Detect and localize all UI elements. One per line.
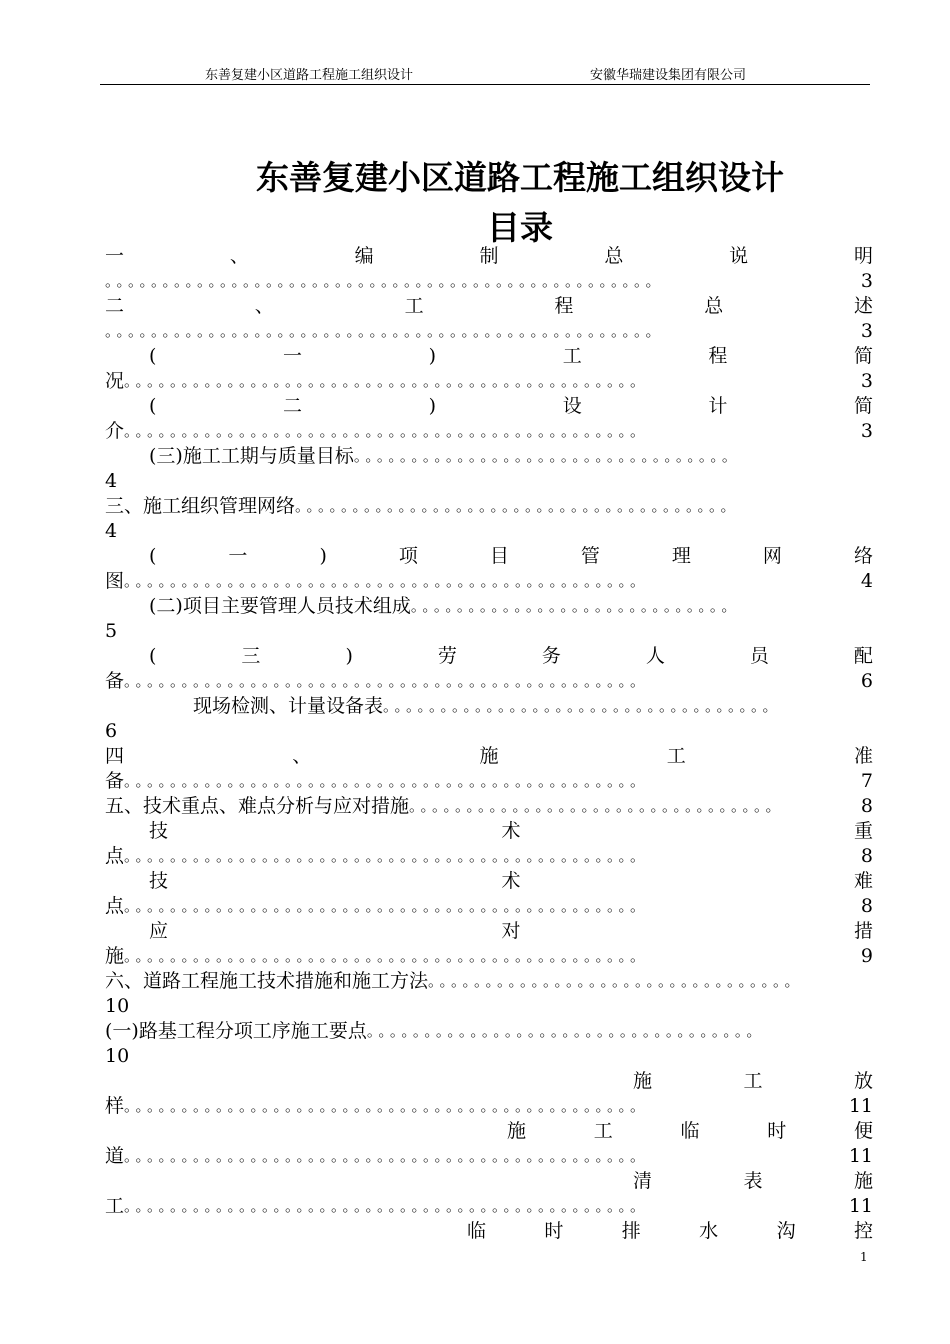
toc-entry bbox=[105, 544, 873, 594]
toc-dot-leader: 。。。。。。。。。。。。。。。。。。。。。。。。。。。。。。。。。。。。。。。。。。。。。。。。 bbox=[105, 322, 665, 340]
toc-leader-line bbox=[105, 1094, 873, 1119]
document-title: 东善复建小区道路工程施工组织设计 bbox=[256, 158, 784, 197]
toc-title-char: 一 bbox=[105, 245, 125, 267]
toc-title-tail: 样 bbox=[105, 1095, 125, 1117]
toc-page-number: 4 bbox=[105, 470, 118, 492]
toc-page-number: 7 bbox=[860, 770, 873, 792]
toc-title-char: ( bbox=[149, 395, 157, 417]
toc-title-char: 水 bbox=[699, 1220, 719, 1242]
toc-page-number: 6 bbox=[860, 670, 873, 692]
toc-title-char: ) bbox=[428, 395, 437, 417]
toc-title-text: (三)施工工期与质量目标 bbox=[149, 445, 354, 467]
toc-page-number: 4 bbox=[860, 570, 873, 592]
toc-entry-title bbox=[105, 344, 873, 369]
toc-title-char: 施 bbox=[479, 745, 499, 767]
toc-entry-title bbox=[105, 694, 873, 719]
toc-title-tail: 道 bbox=[105, 1145, 125, 1167]
toc-page-number: 3 bbox=[860, 320, 873, 342]
toc-title-char: 一 bbox=[228, 545, 248, 567]
toc-title-char: 一 bbox=[283, 345, 303, 367]
toc-page-line bbox=[105, 619, 873, 644]
page-number: 1 bbox=[860, 1250, 868, 1264]
toc-title-char: 务 bbox=[541, 645, 561, 667]
toc-leader-line bbox=[105, 844, 873, 869]
toc-heading: 目录 bbox=[487, 208, 553, 247]
toc-title-char: 对 bbox=[501, 920, 521, 942]
toc-dot-leader: 。。。。。。。。。。。。。。。。。。。。。。。。。。。。。。。。 bbox=[409, 797, 785, 815]
toc-entry bbox=[105, 1069, 873, 1119]
toc-entry bbox=[105, 244, 873, 294]
toc-entry bbox=[105, 694, 873, 744]
toc-title-char: 计 bbox=[708, 395, 728, 417]
toc-entry bbox=[105, 1169, 873, 1219]
toc-page-number: 8 bbox=[860, 845, 873, 867]
toc-dot-leader: 。。。。。。。。。。。。。。。。。。。。。。。。。。。。。。。。。。。。。。。。。。。。。 bbox=[124, 772, 650, 790]
toc-dot-leader: 。。。。。。。。。。。。。。。。。。。。。。。。。。。。。。。。。。。。。。。。。。。。。 bbox=[124, 1147, 650, 1165]
toc-title-char: 措 bbox=[853, 920, 873, 942]
toc-dot-leader: 。。。。。。。。。。。。。。。。。。。。。。。。。。。。。。。。。。。。。。。。。。。。。 bbox=[124, 372, 650, 390]
toc-title-char: ) bbox=[428, 345, 437, 367]
toc-dot-leader: 。。。。。。。。。。。。。。。。。。。。。。。。。。。。。。。。。 bbox=[353, 447, 741, 465]
toc-leader-line bbox=[105, 319, 873, 344]
toc-title-char: 二 bbox=[283, 395, 303, 417]
toc-dot-leader: 。。。。。。。。。。。。。。。。。。。。。。。。。。。。。。。。。。。。。。。。。。。。。。。。 bbox=[105, 272, 665, 290]
toc-title-char: 时 bbox=[767, 1120, 787, 1142]
toc-title-text: 六、道路工程施工技术措施和施工方法 bbox=[105, 970, 429, 992]
toc-entry bbox=[105, 594, 873, 644]
header-rule bbox=[100, 84, 870, 85]
toc-title-text: 三、施工组织管理网络 bbox=[105, 495, 296, 517]
toc-entry bbox=[105, 444, 873, 494]
toc-title-char: 、 bbox=[254, 295, 274, 317]
toc-leader-line bbox=[105, 1144, 873, 1169]
toc-dot-leader: 。。。。。。。。。。。。。。。。。。。。。。。。。。。。。。。。。。。。。。。。。。。。。 bbox=[124, 672, 650, 690]
toc-title-char: 员 bbox=[749, 645, 769, 667]
toc-leader-line bbox=[105, 944, 873, 969]
toc-entry-title bbox=[105, 969, 873, 994]
toc-dot-leader: 。。。。。。。。。。。。。。。。。。。。。。。。。。。。。。。。。。。。。。。。。。。。。 bbox=[124, 847, 650, 865]
toc-entry-title bbox=[105, 444, 873, 469]
toc-dot-leader: 。。。。。。。。。。。。。。。。。。。。。。。。。。。。。。。。。。 bbox=[366, 1022, 766, 1040]
toc-title-tail: 备 bbox=[105, 770, 125, 792]
toc-leader-line bbox=[105, 419, 873, 444]
toc-title-char: 程 bbox=[708, 345, 728, 367]
toc-page-line bbox=[105, 519, 873, 544]
header-left: 东善复建小区道路工程施工组织设计 bbox=[205, 68, 414, 83]
toc-title-char: 设 bbox=[562, 395, 582, 417]
toc-entry-title bbox=[105, 919, 873, 944]
toc-title-char: 便 bbox=[853, 1120, 873, 1142]
toc-title-char: 理 bbox=[671, 545, 691, 567]
toc-title-tail: 施 bbox=[105, 945, 125, 967]
toc-title-char: 编 bbox=[354, 245, 374, 267]
toc-entry bbox=[105, 294, 873, 344]
toc-page-number: 3 bbox=[860, 270, 873, 292]
toc-dot-leader: 。。。。。。。。。。。。。。。。。。。。。。。。。。。。。。。。。。。。。。。。。。。。。 bbox=[124, 897, 650, 915]
toc-title-char: 工 bbox=[404, 295, 424, 317]
toc-entry bbox=[105, 919, 873, 969]
toc-page-number: 10 bbox=[105, 1045, 130, 1067]
toc-entry-title bbox=[467, 1219, 873, 1244]
toc-entry-title bbox=[105, 869, 873, 894]
toc-title-char: 术 bbox=[501, 870, 521, 892]
toc-leader-line bbox=[105, 369, 873, 394]
toc-title-tail: 图 bbox=[105, 570, 125, 592]
toc-entry bbox=[105, 644, 873, 694]
toc-title-char: 四 bbox=[105, 745, 125, 767]
toc-title-char: 施 bbox=[507, 1120, 527, 1142]
toc-title-char: 工 bbox=[666, 745, 686, 767]
toc-title-char: 工 bbox=[743, 1070, 763, 1092]
toc-title-char: 清 bbox=[633, 1170, 653, 1192]
toc-entry bbox=[105, 869, 873, 919]
toc-title-char: 表 bbox=[743, 1170, 763, 1192]
toc-page-line bbox=[105, 719, 873, 744]
toc-entry-title bbox=[105, 644, 873, 669]
toc-entry bbox=[105, 819, 873, 869]
toc-title-char: 述 bbox=[853, 295, 873, 317]
toc-entry bbox=[105, 794, 873, 819]
toc-title-char: 工 bbox=[562, 345, 582, 367]
toc-title-char: 应 bbox=[149, 920, 169, 942]
toc-dot-leader: 。。。。。。。。。。。。。。。。。。。。。。。。。。。。。。。。 bbox=[428, 972, 804, 990]
toc-page-number: 3 bbox=[860, 420, 873, 442]
toc-dot-leader: 。。。。。。。。。。。。。。。。。。。。。。。。。。。。。。。。。。。。。。。。。。。。。 bbox=[124, 947, 650, 965]
toc-title-char: ) bbox=[345, 645, 353, 667]
toc-title-char: 技 bbox=[149, 820, 169, 842]
toc-dot-leader: 。。。。。。。。。。。。。。。。。。。。。。。。。。。。。。。。。。。。。。。。。。。。。 bbox=[124, 1197, 650, 1215]
toc-entry-title bbox=[633, 1069, 873, 1094]
toc-title-char: 制 bbox=[479, 245, 499, 267]
toc-entry bbox=[105, 494, 873, 544]
toc-title-char: 施 bbox=[853, 1170, 873, 1192]
toc-page-number: 11 bbox=[848, 1145, 873, 1167]
toc-title-char: 放 bbox=[853, 1070, 873, 1092]
toc-dot-leader: 。。。。。。。。。。。。。。。。。。。。。。。。。。。。。。。。。。。。。。 bbox=[295, 497, 740, 515]
toc-title-char: 三 bbox=[241, 645, 261, 667]
toc-entry bbox=[105, 1019, 873, 1069]
toc-page-number: 11 bbox=[848, 1195, 873, 1217]
toc-title-tail: 点 bbox=[105, 845, 125, 867]
toc-dot-leader: 。。。。。。。。。。。。。。。。。。。。。。。。。。。。 bbox=[410, 597, 741, 615]
toc-page-line bbox=[105, 994, 873, 1019]
toc-title-char: 劳 bbox=[437, 645, 457, 667]
toc-title-char: 临 bbox=[680, 1120, 700, 1142]
toc-title-char: 总 bbox=[704, 295, 724, 317]
toc-title-char: 配 bbox=[853, 645, 873, 667]
toc-title-char: 术 bbox=[501, 820, 521, 842]
toc-leader-line bbox=[105, 269, 873, 294]
toc-leader-line bbox=[105, 569, 873, 594]
toc-title-char: 简 bbox=[853, 345, 873, 367]
toc-dot-leader: 。。。。。。。。。。。。。。。。。。。。。。。。。。。。。。。。。。 bbox=[383, 697, 782, 715]
toc-title-tail: 况 bbox=[105, 370, 125, 392]
toc-page-number: 8 bbox=[860, 895, 873, 917]
toc-entry bbox=[105, 744, 873, 794]
toc-entry-title bbox=[105, 244, 873, 269]
toc-entry bbox=[105, 1219, 873, 1244]
toc-title-char: 项 bbox=[398, 545, 418, 567]
toc-title-char: 时 bbox=[544, 1220, 564, 1242]
toc-title-tail: 备 bbox=[105, 670, 125, 692]
toc-leader-line bbox=[105, 769, 873, 794]
toc-title-char: 临 bbox=[467, 1220, 487, 1242]
toc-page-number: 11 bbox=[848, 1095, 873, 1117]
toc-entry-title bbox=[105, 394, 873, 419]
toc-entry-title bbox=[105, 744, 873, 769]
toc-entry-title bbox=[105, 294, 873, 319]
toc-title-text: (一)路基工程分项工序施工要点 bbox=[105, 1020, 367, 1042]
toc-title-char: 、 bbox=[292, 745, 312, 767]
toc-page-number: 10 bbox=[105, 995, 130, 1017]
toc-dot-leader: 。。。。。。。。。。。。。。。。。。。。。。。。。。。。。。。。。。。。。。。。。。。。。 bbox=[124, 572, 650, 590]
toc-page-number: 4 bbox=[105, 520, 118, 542]
toc-title-tail: 工 bbox=[105, 1195, 125, 1217]
toc-title-char: 控 bbox=[853, 1220, 873, 1242]
toc-dot-leader: 。。。。。。。。。。。。。。。。。。。。。。。。。。。。。。。。。。。。。。。。。。。。。 bbox=[124, 422, 650, 440]
toc-title-text: 现场检测、计量设备表 bbox=[193, 695, 384, 717]
toc-entry-title bbox=[105, 544, 873, 569]
toc-entry-title bbox=[633, 1169, 873, 1194]
toc-title-char: 管 bbox=[580, 545, 600, 567]
toc-title-char: 人 bbox=[645, 645, 665, 667]
toc-title-char: ( bbox=[149, 545, 157, 567]
toc-title-char: 网 bbox=[762, 545, 782, 567]
toc-entry bbox=[105, 1119, 873, 1169]
toc-title-char: 施 bbox=[633, 1070, 653, 1092]
toc-entry bbox=[105, 969, 873, 1019]
table-of-contents bbox=[105, 244, 873, 1244]
toc-title-char: ) bbox=[319, 545, 327, 567]
toc-title-char: 明 bbox=[853, 245, 873, 267]
toc-title-char: 、 bbox=[229, 245, 249, 267]
toc-title-char: 二 bbox=[105, 295, 125, 317]
toc-entry-title bbox=[105, 494, 873, 519]
toc-page-number: 8 bbox=[860, 795, 873, 817]
toc-page-number: 9 bbox=[860, 945, 873, 967]
toc-entry-title bbox=[105, 1019, 873, 1044]
toc-title-text: (二)项目主要管理人员技术组成 bbox=[149, 595, 411, 617]
toc-title-tail: 介 bbox=[105, 420, 125, 442]
toc-title-char: 程 bbox=[554, 295, 574, 317]
toc-page-line bbox=[105, 1044, 873, 1069]
toc-leader-line bbox=[105, 894, 873, 919]
toc-entry-title bbox=[507, 1119, 873, 1144]
toc-title-char: 重 bbox=[853, 820, 873, 842]
toc-entry bbox=[105, 344, 873, 394]
toc-title-char: 简 bbox=[853, 395, 873, 417]
toc-title-char: 工 bbox=[593, 1120, 613, 1142]
toc-title-char: 目 bbox=[489, 545, 509, 567]
toc-title-char: 难 bbox=[853, 870, 873, 892]
toc-page-number: 3 bbox=[860, 370, 873, 392]
toc-entry bbox=[105, 394, 873, 444]
toc-leader-line bbox=[105, 1194, 873, 1219]
header-right: 安徽华瑞建设集团有限公司 bbox=[590, 68, 747, 83]
toc-title-text: 五、技术重点、难点分析与应对措施 bbox=[105, 795, 410, 817]
toc-entry-title bbox=[105, 819, 873, 844]
toc-title-char: 沟 bbox=[776, 1220, 796, 1242]
toc-title-char: ( bbox=[149, 645, 157, 667]
toc-dot-leader: 。。。。。。。。。。。。。。。。。。。。。。。。。。。。。。。。。。。。。。。。。。。。。 bbox=[124, 1097, 650, 1115]
toc-title-tail: 点 bbox=[105, 895, 125, 917]
toc-title-char: ( bbox=[149, 345, 157, 367]
toc-entry-title bbox=[105, 794, 873, 819]
toc-title-char: 总 bbox=[604, 245, 624, 267]
toc-title-char: 准 bbox=[853, 745, 873, 767]
toc-page-number: 5 bbox=[105, 620, 118, 642]
toc-page-number: 6 bbox=[105, 720, 118, 742]
toc-page-line bbox=[105, 469, 873, 494]
toc-title-char: 说 bbox=[729, 245, 749, 267]
toc-entry-title bbox=[105, 594, 873, 619]
toc-title-char: 技 bbox=[149, 870, 169, 892]
toc-leader-line bbox=[105, 669, 873, 694]
toc-title-char: 络 bbox=[853, 545, 873, 567]
toc-title-char: 排 bbox=[621, 1220, 641, 1242]
